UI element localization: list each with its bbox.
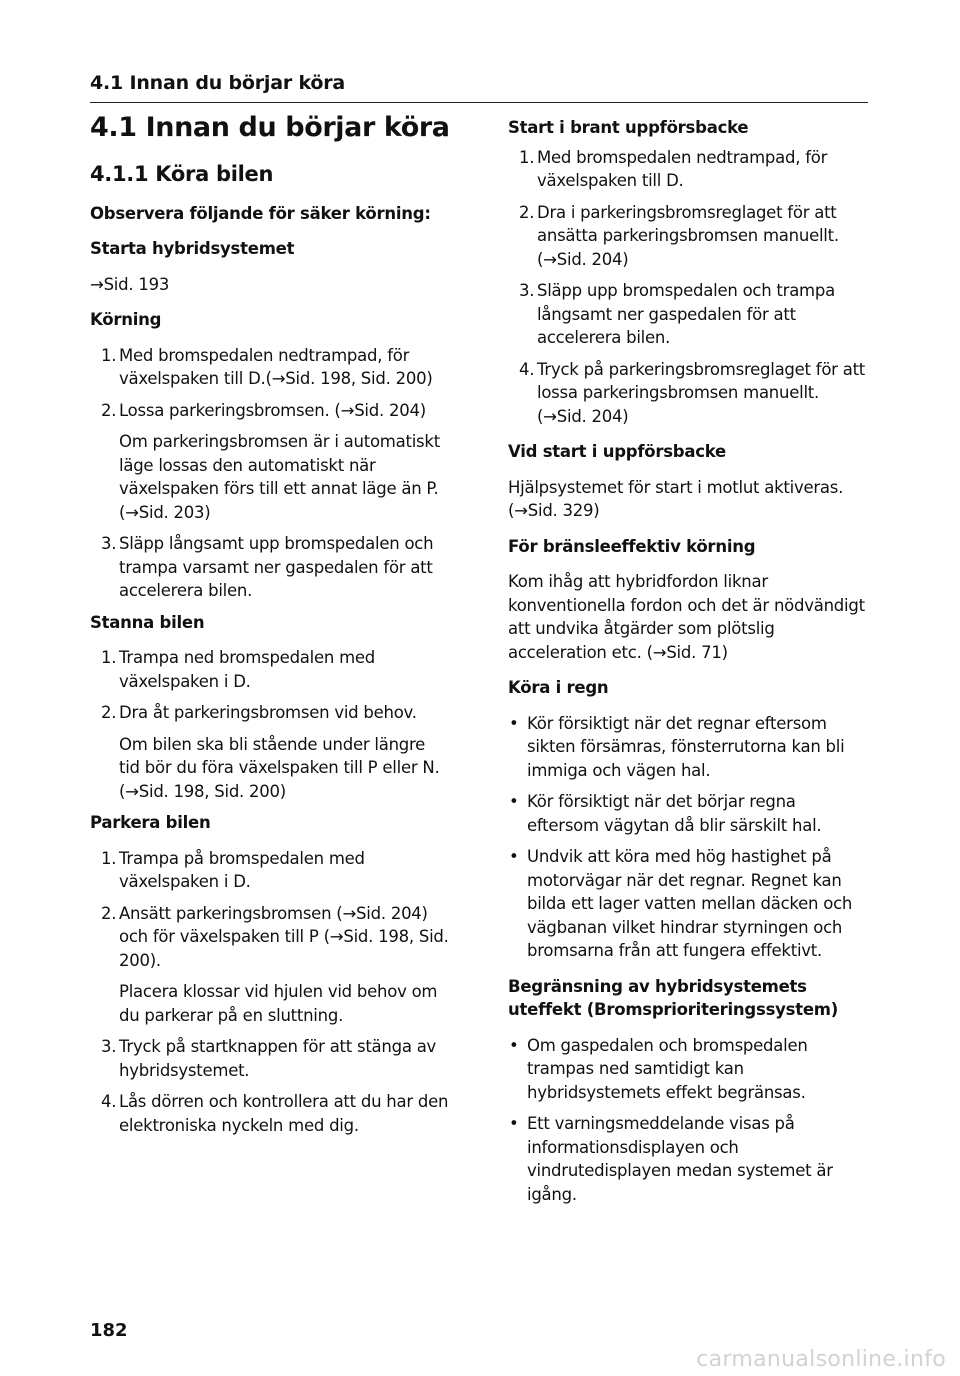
driving-note: Om parkeringsbromsen är i automatiskt läge lossas den automatiskt när växelspaken förs till ett annat läge än P. (→Sid. 203) xyxy=(119,432,440,522)
list-item xyxy=(90,532,450,603)
eco-text: Kom ihåg att hybridfordon liknar konventionella fordon och det är nödvändigt att undvika åtgärder som plötslig acceleration etc. (→Sid. 71) xyxy=(508,572,865,662)
list-number: 2. xyxy=(101,703,117,723)
list-number: 3. xyxy=(519,281,535,300)
incline-heading: Vid start i uppförsbacke xyxy=(508,442,726,461)
list-text: Kör försiktigt när det regnar eftersom sikten försämras, fönsterrutorna kan bli immiga och vägen hal. xyxy=(527,713,845,780)
left-column xyxy=(90,112,450,1145)
list-item xyxy=(508,146,870,193)
running-header: 4.1 Innan du börjar köra xyxy=(90,72,346,94)
list-item xyxy=(508,712,870,783)
list-number: 3. xyxy=(101,1037,117,1057)
list-text: Kör försiktigt när det börjar regna eftersom vägytan då blir särskilt hal. xyxy=(527,792,822,835)
list-text: Dra i parkeringsbromsreglaget för att ansätta parkeringsbromsen manuellt. (→Sid. 204) xyxy=(537,202,839,269)
list-text: Med bromspedalen nedtrampad, för växelspaken till D.(→Sid. 198, Sid. 200) xyxy=(119,345,433,389)
uphill-heading: Start i brant uppförsbacke xyxy=(508,118,749,137)
list-item xyxy=(90,847,450,894)
bullet-icon: • xyxy=(509,792,519,811)
list-text: Tryck på parkeringsbromsreglaget för att lossa parkeringsbromsen manuellt. (→Sid. 204) xyxy=(537,359,866,426)
park-note: Placera klossar vid hjulen vid behov om du parkerar på en sluttning. xyxy=(119,982,438,1025)
chapter-title: 4.1 Innan du börjar köra xyxy=(90,112,450,143)
start-reference: →Sid. 193 xyxy=(90,274,170,294)
list-text: Lossa parkeringsbromsen. (→Sid. 204) xyxy=(119,400,426,420)
list-item xyxy=(90,701,450,725)
list-text: Trampa ned bromspedalen med växelspaken i D. xyxy=(119,648,376,691)
list-text: Undvik att köra med hög hastighet på motorvägar när det regnar. Regnet kan bilda ett lager vatten mellan däcken och vägbanan vilket hindrar styrningen och bromsarna från att fungera effektivt. xyxy=(527,847,853,960)
list-text: Dra åt parkeringsbromsen vid behov. xyxy=(119,703,417,723)
list-text: Släpp upp bromspedalen och trampa långsamt ner gaspedalen för att accelerera bilen. xyxy=(537,281,835,347)
section-title: 4.1.1 Köra bilen xyxy=(90,162,274,187)
list-number: 1. xyxy=(101,345,117,365)
list-item xyxy=(508,790,870,837)
list-item xyxy=(508,1112,870,1206)
list-text: Om gaspedalen och bromspedalen trampas ned samtidigt kan hybridsystemets effekt begränsas. xyxy=(527,1035,808,1102)
incline-text: Hjälpsystemet för start i motlut aktiveras. (→Sid. 329) xyxy=(508,477,844,520)
list-number: 4. xyxy=(519,359,535,379)
list-text: Ett varningsmeddelande visas på informationsdisplayen och vindrutedisplayen medan systemet är igång. xyxy=(527,1114,833,1204)
header-divider xyxy=(90,102,868,103)
list-number: 1. xyxy=(101,848,117,868)
list-text: Tryck på startknappen för att stänga av hybridsystemet. xyxy=(119,1037,437,1080)
list-item xyxy=(508,279,870,350)
list-number: 2. xyxy=(519,202,535,222)
list-item xyxy=(90,1035,450,1082)
list-number: 2. xyxy=(101,400,117,420)
list-text: Trampa på bromspedalen med växelspaken i D. xyxy=(119,848,365,892)
list-text: Släpp långsamt upp bromspedalen och trampa varsamt ner gaspedalen för att accelerera bilen. xyxy=(119,534,434,601)
park-heading: Parkera bilen xyxy=(90,813,211,833)
list-item xyxy=(90,646,450,693)
page-number: 182 xyxy=(90,1320,128,1341)
list-text: Med bromspedalen nedtrampad, för växelspaken till D. xyxy=(537,147,828,190)
list-text: Lås dörren och kontrollera att du har den elektroniska nyckeln med dig. xyxy=(119,1092,449,1135)
list-text: Ansätt parkeringsbromsen (→Sid. 204) och för växelspaken till P (→Sid. 198, Sid. 200). xyxy=(119,903,449,970)
right-column xyxy=(508,116,870,1214)
list-item xyxy=(508,358,870,429)
list-number: 4. xyxy=(101,1092,117,1112)
driving-heading: Körning xyxy=(90,310,162,330)
list-number: 3. xyxy=(101,534,117,554)
stop-heading: Stanna bilen xyxy=(90,612,205,632)
rain-heading: Köra i regn xyxy=(508,678,609,697)
eco-heading: För bränsleeffektiv körning xyxy=(508,536,756,556)
bullet-icon: • xyxy=(509,1035,519,1055)
list-item xyxy=(90,902,450,973)
list-item xyxy=(508,1034,870,1105)
limit-heading: Begränsning av hybridsystemets uteffekt (Bromsprioriteringssystem) xyxy=(508,976,839,1019)
intro-text: Observera följande för säker körning: xyxy=(90,203,431,223)
watermark: carmanualsonline.info xyxy=(696,1347,946,1372)
stop-note: Om bilen ska bli stående under längre tid bör du föra växelspaken till P eller N. (→Sid. 198, Sid. 200) xyxy=(119,734,440,801)
list-item xyxy=(90,344,450,391)
start-heading: Starta hybridsystemet xyxy=(90,239,295,259)
list-number: 1. xyxy=(519,147,535,167)
list-number: 1. xyxy=(101,648,117,668)
list-item xyxy=(508,845,870,963)
list-item xyxy=(508,201,870,272)
bullet-icon: • xyxy=(509,847,519,866)
list-number: 2. xyxy=(101,903,117,923)
list-item xyxy=(90,1090,450,1137)
bullet-icon: • xyxy=(509,1114,519,1133)
bullet-icon: • xyxy=(509,713,519,733)
list-item xyxy=(90,399,450,423)
